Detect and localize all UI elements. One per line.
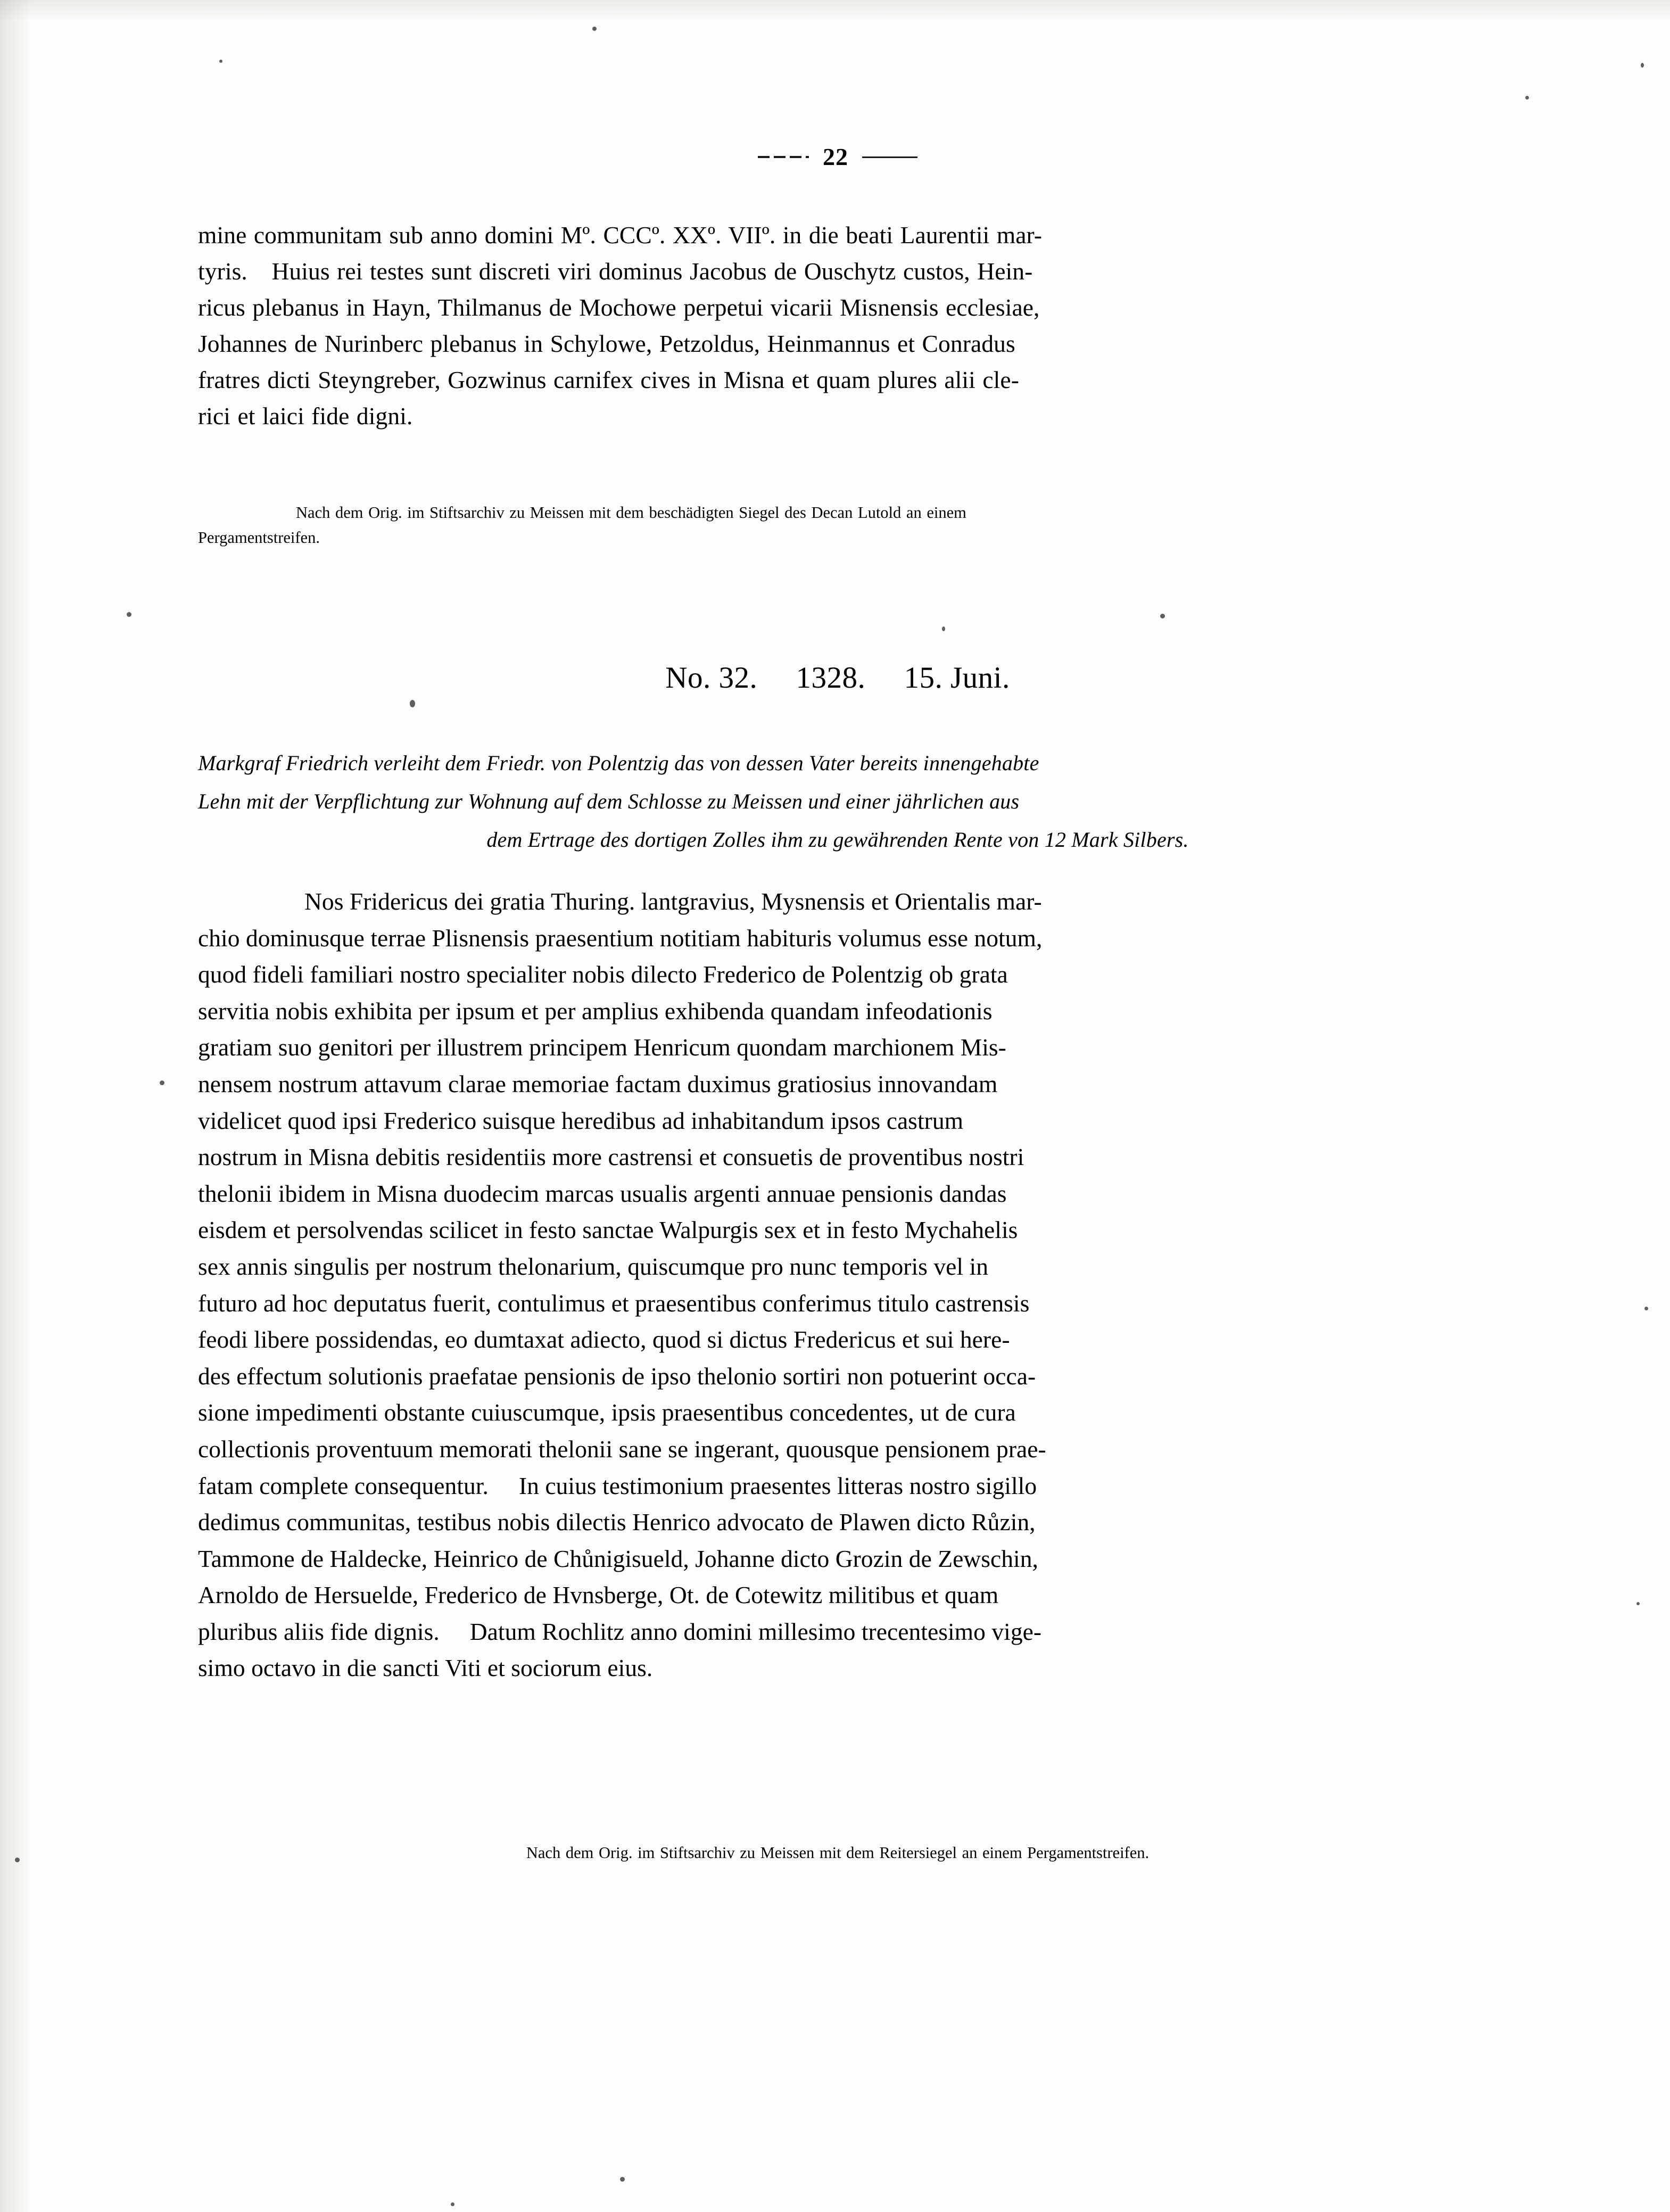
scan-speck (592, 27, 597, 31)
charter-body-text (198, 884, 1477, 1687)
regest-summary (198, 744, 1477, 859)
paragraph-line: mine communitam sub anno domini Mº. CCCº. XXº. VIIº. in die beati Laurentii mar- (198, 221, 1043, 249)
charter-line: pluribus aliis fide dignis. Datum Rochlitz anno domini millesimo trecentesimo vige- (198, 1617, 1042, 1645)
charter-line: fatam complete consequentur. In cuius testimonium praesentes litteras nostro sigillo (198, 1472, 1037, 1499)
charter-line: nostrum in Misna debitis residentiis more castrensi et consuetis de proventibus nostri (198, 1143, 1024, 1171)
scan-speck (219, 60, 222, 63)
charter-line: gratiam suo genitori per illustrem principem Henricum quondam marchionem Mis- (198, 1034, 1006, 1061)
charter-line: quod fideli familiari nostro specialiter nobis dilecto Frederico de Polentzig ob grata (198, 961, 1008, 988)
rule-right-decoration (862, 156, 917, 158)
paragraph-line: rici et laici fide digni. (198, 402, 413, 430)
regest-line: dem Ertrage des dortigen Zolles ihm zu gewährenden Rente von 12 Mark Silbers. (486, 828, 1189, 852)
rule-left-decoration (758, 156, 809, 158)
scan-speck (620, 2177, 625, 2182)
paragraph-line: Johannes de Nurinberc plebanus in Schylowe, Petzoldus, Heinmannus et Conradus (198, 330, 1015, 357)
charter-line: sex annis singulis per nostrum thelonarium, quiscumque pro nunc temporis vel in (198, 1252, 989, 1280)
charter-line: simo octavo in die sancti Viti et sociorum eius. (198, 1654, 653, 1682)
charter-line: Arnoldo de Hersuelde, Frederico de Hvnsberge, Ot. de Cotewitz militibus et quam (198, 1581, 999, 1609)
charter-line: videlicet quod ipsi Frederico suisque heredibus ad inhabitandum ipsos castrum (198, 1107, 964, 1134)
scan-speck (410, 700, 415, 707)
scan-speck (1525, 96, 1529, 100)
charter-line: sione impedimenti obstante cuiuscumque, ipsis praesentibus concedentes, ut de cura (198, 1399, 1016, 1426)
charter-line: collectionis proventuum memorati thelonii sane se ingerant, quousque pensionem prae- (198, 1435, 1046, 1463)
charter-line: thelonii ibidem in Misna duodecim marcas usualis argenti annuae pensionis dandas (198, 1179, 1007, 1207)
charter-line: Tammone de Haldecke, Heinrico de Chůnigisueld, Johanne dicto Grozin de Zewschin, (198, 1545, 1038, 1572)
paragraph-line: fratres dicti Steyngreber, Gozwinus carnifex cives in Misna et quam plures alii cle- (198, 366, 1019, 393)
charter-line: chio dominusque terrae Plisnensis praesentium notitiam habituris volumus esse notum, (198, 924, 1043, 952)
source-note-line: Nach dem Orig. im Stiftsarchiv zu Meissen mit dem beschädigten Siegel des Decan Lutold an einem (296, 504, 966, 522)
scan-speck (15, 1858, 20, 1862)
charter-line: feodi libere possidendas, eo dumtaxat adiecto, quod si dictus Fredericus et sui here- (198, 1326, 1010, 1353)
charter-line: servitia nobis exhibita per ipsum et per amplius exhibenda quandam infeodationis (198, 997, 993, 1025)
scan-speck (1641, 63, 1644, 68)
paragraph-line: tyris. Huius rei testes sunt discreti viri dominus Jacobus de Ouschytz custos, Hein- (198, 258, 1033, 285)
charter-line: Nos Fridericus dei gratia Thuring. lantgravius, Mysnensis et Orientalis mar- (304, 888, 1042, 915)
charter-line: des effectum solutionis praefatae pensionis de ipso thelonio sortiri non potuerint occa- (198, 1362, 1036, 1390)
charter-line: dedimus communitas, testibus nobis dilectis Henrico advocato de Plawen dicto Růzin, (198, 1508, 1036, 1536)
page-number-header (198, 145, 1477, 169)
scan-edge-shadow-top (0, 0, 1670, 21)
source-note-line: Pergamentstreifen. (198, 529, 320, 547)
scan-speck (160, 1080, 164, 1085)
scan-speck (1160, 614, 1165, 618)
charter-line: nensem nostrum attavum clarae memoriae factam duximus gratiosius innovandam (198, 1070, 998, 1097)
scan-speck (1644, 1307, 1648, 1310)
continued-paragraph (198, 217, 1477, 434)
charter-line: eisdem et persolvendas scilicet in festo sanctae Walpurgis sex et in festo Mychahelis (198, 1216, 1018, 1244)
regest-line: Markgraf Friedrich verleiht dem Friedr. von Polentzig das von dessen Vater bereits innengehabte (198, 751, 1039, 775)
page-number: 22 (823, 143, 848, 170)
document-heading: No. 32. 1328. 15. Juni. (665, 661, 1010, 695)
scan-speck (942, 626, 945, 631)
scan-edge-shadow-left (0, 0, 32, 2212)
paragraph-line: ricus plebanus in Hayn, Thilmanus de Mochowe perpetui vicarii Misnensis ecclesiae, (198, 294, 1040, 321)
charter-line: futuro ad hoc deputatus fuerit, contulimus et praesentibus conferimus titulo castrensis (198, 1289, 1030, 1317)
regest-line: Lehn mit der Verpflichtung zur Wohnung auf dem Schlosse zu Meissen und einer jährlichen aus (198, 789, 1020, 813)
scan-speck (127, 612, 131, 617)
source-note-last: Nach dem Orig. im Stiftsarchiv zu Meissen mit dem Reitersiegel an einem Pergamentstreifen. (526, 1844, 1150, 1862)
scan-speck (451, 2202, 454, 2206)
source-note-first (198, 500, 1477, 550)
scan-speck (1636, 1602, 1640, 1605)
